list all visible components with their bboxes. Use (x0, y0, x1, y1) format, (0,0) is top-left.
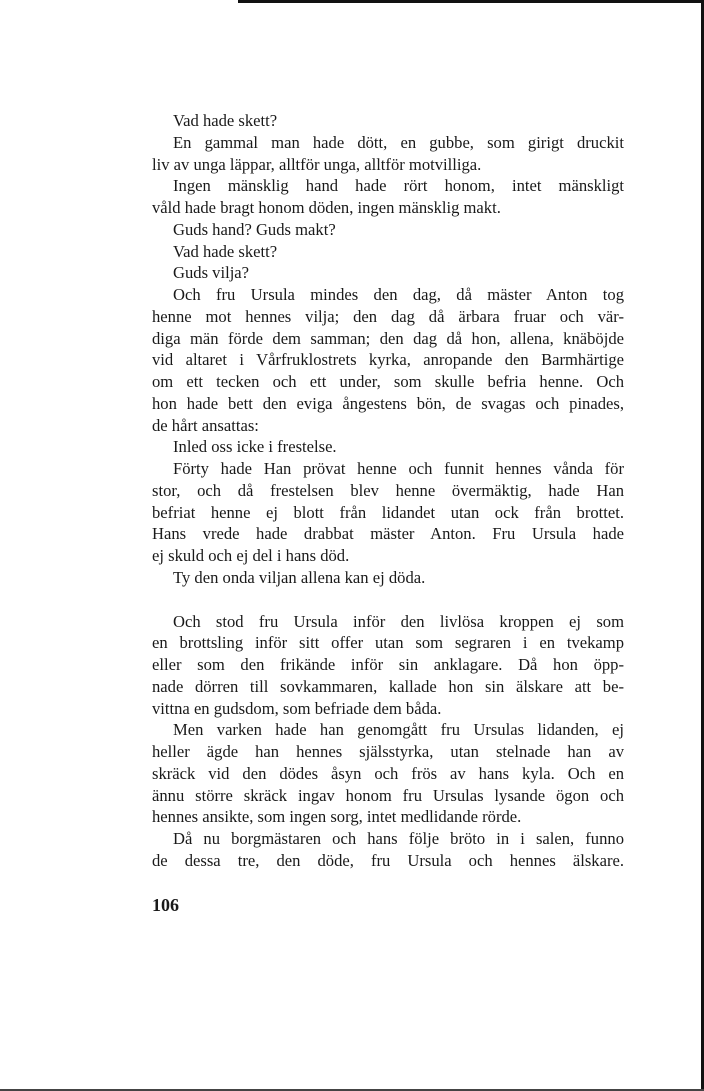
text-line: heller ägde han hennes själsstyrka, utan stelnade han av (152, 742, 624, 761)
text-line: Hans vrede hade drabbat mäster Anton. Fru Ursula hade (152, 524, 624, 544)
text-line: Och stod fru Ursula inför den livlösa kroppen ej som (173, 611, 624, 631)
text-line: en brottsling inför sitt offer utan som segraren i en tvekamp (152, 633, 624, 653)
text-line: hon hade bett den eviga ångestens bön, de svagas och pinades, (152, 393, 624, 413)
text-line: våld hade bragt honom döden, ingen mänsklig makt. (152, 198, 501, 217)
text-line: skräck vid den dödes åsyn och frös av hans kyla. Och en (152, 763, 624, 783)
text-line: befriat henne ej blott från lidandet utan ock från brottet. (152, 502, 624, 522)
text-line: Förty hade Han prövat henne och funnit hennes vånda för (173, 459, 624, 478)
text-line: ej skuld och ej del i hans död. (152, 546, 350, 565)
text-line: Vad hade skett? (173, 241, 278, 261)
section-gap (152, 589, 624, 611)
text-line: de hårt ansattas: (152, 415, 259, 435)
text-line: Då nu borgmästaren och hans följe bröto in i salen, funno (173, 829, 624, 848)
text-line: Och fru Ursula mindes den dag, då mäster Anton tog (173, 285, 624, 304)
text-line: de dessa tre, den döde, fru Ursula och hennes älskare. (152, 850, 624, 870)
text-line: henne mot hennes vilja; den dag då ärbara fruar och vär- (152, 306, 624, 326)
text-line: Guds hand? Guds makt? (173, 219, 336, 239)
page-number: 106 (152, 895, 179, 915)
body-text (152, 110, 624, 872)
text-line: vid altaret i Vårfruklostrets kyrka, anropande den Barmhärtige (152, 350, 624, 370)
text-line: Vad hade skett? (173, 111, 278, 130)
text-line: om ett tecken och ett under, som skulle befria henne. Och (152, 372, 624, 391)
text-line: Men varken hade han genomgått fru Ursulas lidanden, ej (173, 720, 624, 740)
text-line: Guds vilja? (173, 263, 250, 283)
text-line: En gammal man hade dött, en gubbe, som girigt druckit (173, 132, 624, 152)
text-line: Ingen mänsklig hand hade rört honom, intet mänskligt (173, 176, 624, 196)
text-line: ännu större skräck ingav honom fru Ursulas lysande ögon och (152, 785, 624, 805)
text-line: liv av unga läppar, alltför unga, alltför motvilliga. (152, 154, 482, 174)
text-line: vittna en gudsdom, som befriade dem båda. (152, 698, 442, 718)
top-edge-rule (238, 0, 704, 3)
text-line: diga män förde dem samman; den dag då hon, allena, knäböjde (152, 328, 624, 348)
text-line: stor, och då frestelsen blev henne övermäktig, hade Han (152, 480, 624, 500)
text-line: Ty den onda viljan allena kan ej döda. (173, 567, 426, 587)
text-line: hennes ansikte, som ingen sorg, intet medlidande rörde. (152, 807, 522, 827)
text-line: eller som den frikände inför sin anklagare. Då hon öpp- (152, 655, 624, 674)
text-line: Inled oss icke i frestelse. (173, 437, 337, 457)
text-line: nade dörren till sovkammaren, kallade hon sin älskare att be- (152, 676, 624, 696)
